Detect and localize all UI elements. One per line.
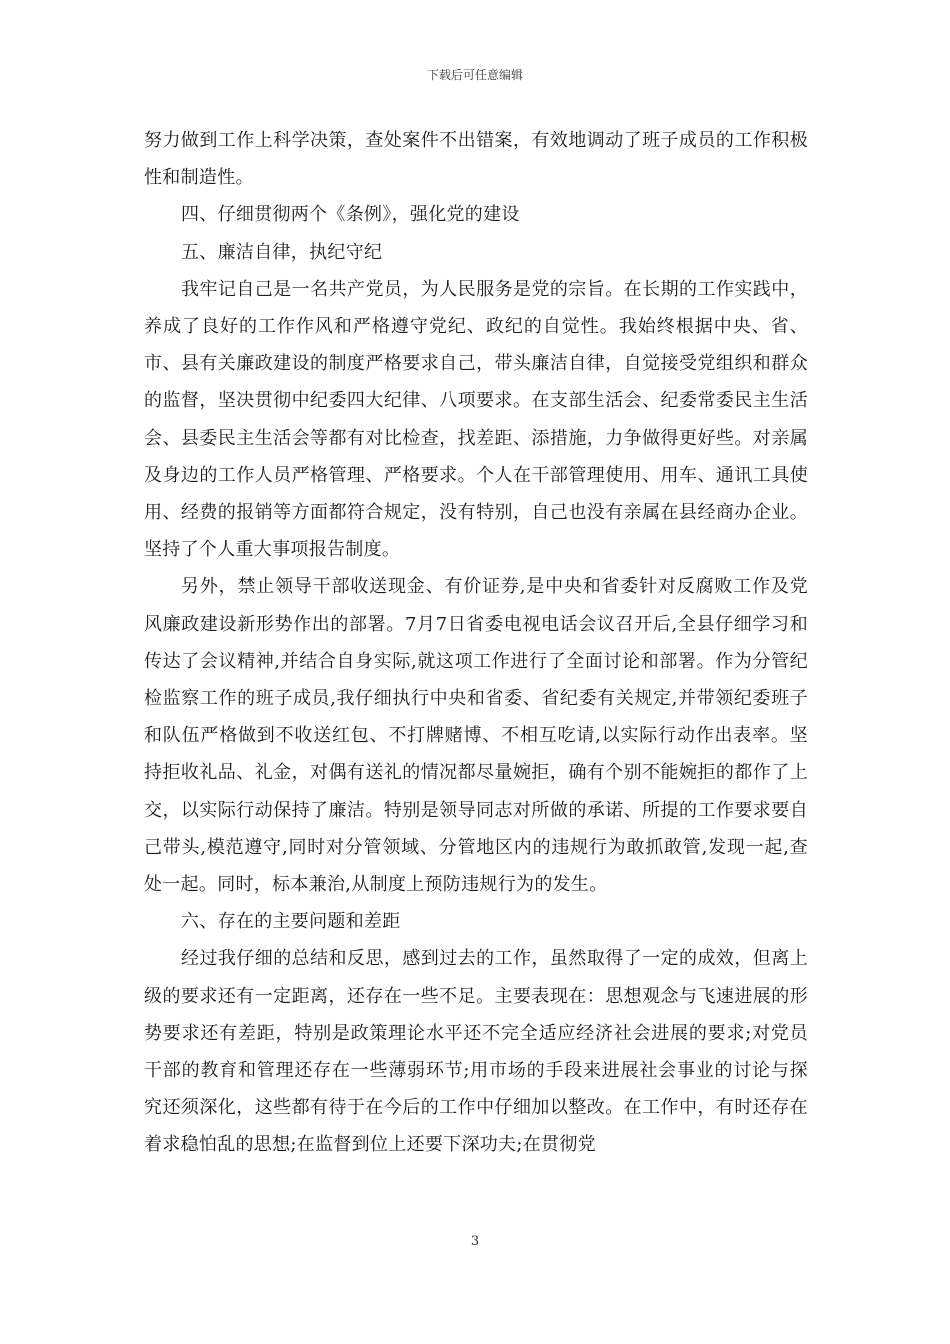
paragraph-self-discipline: 我牢记自己是一名共产党员，为人民服务是党的宗旨。在长期的工作实践中，养成了良好的工作作风和严格遵守党纪、政纪的自觉性。我始终根据中央、省、市、县有关廉政建设的制度严格要求自己，带头廉洁自律，自觉接受党组织和群众的监督，坚决贯彻中纪委四大纪律、八项要求。在支部生活会、纪委常委民主生活会、县委民主生活会等都有对比检查，找差距、添措施，力争做得更好些。对亲属及身边的工作人员严格管理、严格要求。个人在干部管理使用、用车、通讯工具使用、经费的报销等方面都符合规定，没有特别，自己也没有亲属在县经商办企业。坚持了个人重大事项报告制度。 [144,278,808,561]
section-heading-6: 六、存在的主要问题和差距 [181,911,401,933]
document-body [144,122,808,1164]
paragraph-continuation: 努力做到工作上科学决策，查处案件不出错案，有效地调动了班子成员的工作积极性和制造性。 [144,130,808,189]
paragraph-gift-ban: 另外，禁止领导干部收送现金、有价证券,是中央和省委针对反腐败工作及党风廉政建设新形势作出的部署。7月7日省委电视电话会议召开后,全县仔细学习和传达了会议精神,并结合自身实际,就这项工作进行了全面讨论和部署。作为分管纪检监察工作的班子成员,我仔细执行中央和省委、省纪委有关规定,并带领纪委班子和队伍严格做到不收送红包、不打牌赌博、不相互吃请,以实际行动作出表率。坚持拒收礼品、礼金，对偶有送礼的情况都尽量婉拒，确有个别不能婉拒的都作了上交，以实际行动保持了廉洁。特别是领导同志对所做的承诺、所提的工作要求要自己带头,模范遵守,同时对分管领域、分管地区内的违规行为敢抓敢管,发现一起,查处一起。同时，标本兼治,从制度上预防违规行为的发生。 [144,576,808,896]
section-heading-5: 五、廉洁自律，执纪守纪 [181,241,383,263]
page-number: 3 [470,1234,480,1249]
page-header: 下载后可任意编辑 [426,68,523,82]
section-heading-4: 四、仔细贯彻两个《条例》，强化党的建设 [181,204,520,226]
paragraph-problems: 经过我仔细的总结和反思，感到过去的工作，虽然取得了一定的成效，但离上级的要求还有一定距离，还存在一些不足。主要表现在：思想观念与飞速进展的形势要求还有差距，特别是政策理论水平还不完全适应经济社会进展的要求;对党员干部的教育和管理还存在一些薄弱环节;用市场的手段来进展社会事业的讨论与探究还须深化，这些都有待于在今后的工作中仔细加以整改。在工作中，有时还存在着求稳怕乱的思想;在监督到位上还要下深功夫;在贯彻党 [144,948,808,1156]
